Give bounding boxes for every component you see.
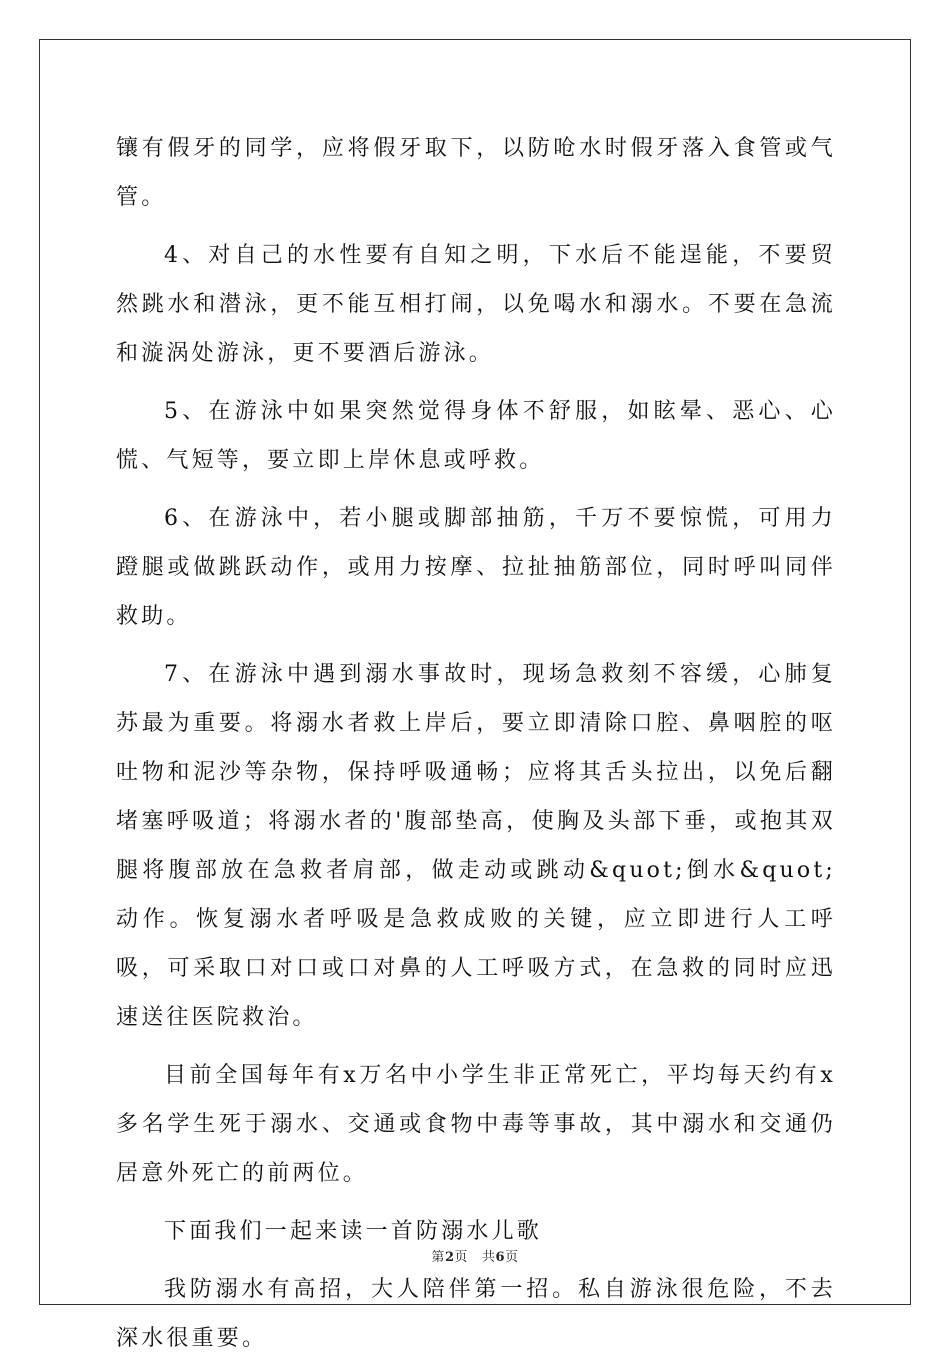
paragraph-song-verse: 我防溺水有高招，大人陪伴第一招。私自游泳很危险，不去深水很重要。 bbox=[116, 1277, 836, 1351]
paragraph-song-intro: 下面我们一起来读一首防溺水儿歌 bbox=[164, 1219, 543, 1244]
paragraph-item-7: 7、在游泳中遇到溺水事故时，现场急救刻不容缓，心肺复苏最为重要。将溺水者救上岸后，要立即清除口腔、鼻咽腔的呕吐物和泥沙等杂物，保持呼吸通畅；应将其舌头拉出，以免后翻堵塞呼吸道；将溺水者的'腹部垫高，使胸及头部下垂，或抱其双腿将腹部放在急救者肩部，做走动或跳动&quot;倒水&quot;动作。恢复溺水者呼吸是急救成败的关键，应立即进行人工呼吸，可采取口对口或口对鼻的人工呼吸方式，在急救的同时应迅速送往医院救治。 bbox=[116, 662, 836, 1030]
total-suffix: 页 bbox=[505, 1250, 519, 1265]
page-prefix: 第 bbox=[431, 1250, 445, 1265]
paragraph-continuation: 镶有假牙的同学，应将假牙取下，以防呛水时假牙落入食管或气管。 bbox=[116, 136, 836, 210]
paragraph-item-5: 5、在游泳中如果突然觉得身体不舒服，如眩晕、恶心、心慌、气短等，要立即上岸休息或呼救。 bbox=[116, 399, 836, 473]
total-pages: 6 bbox=[495, 1250, 506, 1265]
page-suffix: 页 bbox=[454, 1250, 468, 1265]
paragraph-item-4: 4、对自己的水性要有自知之明，下水后不能逞能，不要贸然跳水和潜泳，更不能互相打闹，以免喝水和溺水。不要在急流和漩涡处游泳，更不要酒后游泳。 bbox=[116, 243, 836, 366]
page-footer bbox=[0, 1246, 950, 1265]
document-body bbox=[116, 124, 836, 1372]
total-prefix: 共 bbox=[482, 1250, 496, 1265]
paragraph-item-6: 6、在游泳中，若小腿或脚部抽筋，千万不要惊慌，可用力蹬腿或做跳跃动作，或用力按摩、拉扯抽筋部位，同时呼叫同伴救助。 bbox=[116, 506, 836, 629]
paragraph-statistics: 目前全国每年有x万名中小学生非正常死亡，平均每天约有x多名学生死于溺水、交通或食物中毒等事故，其中溺水和交通仍居意外死亡的前两位。 bbox=[116, 1063, 836, 1186]
page-number: 2 bbox=[444, 1250, 455, 1265]
